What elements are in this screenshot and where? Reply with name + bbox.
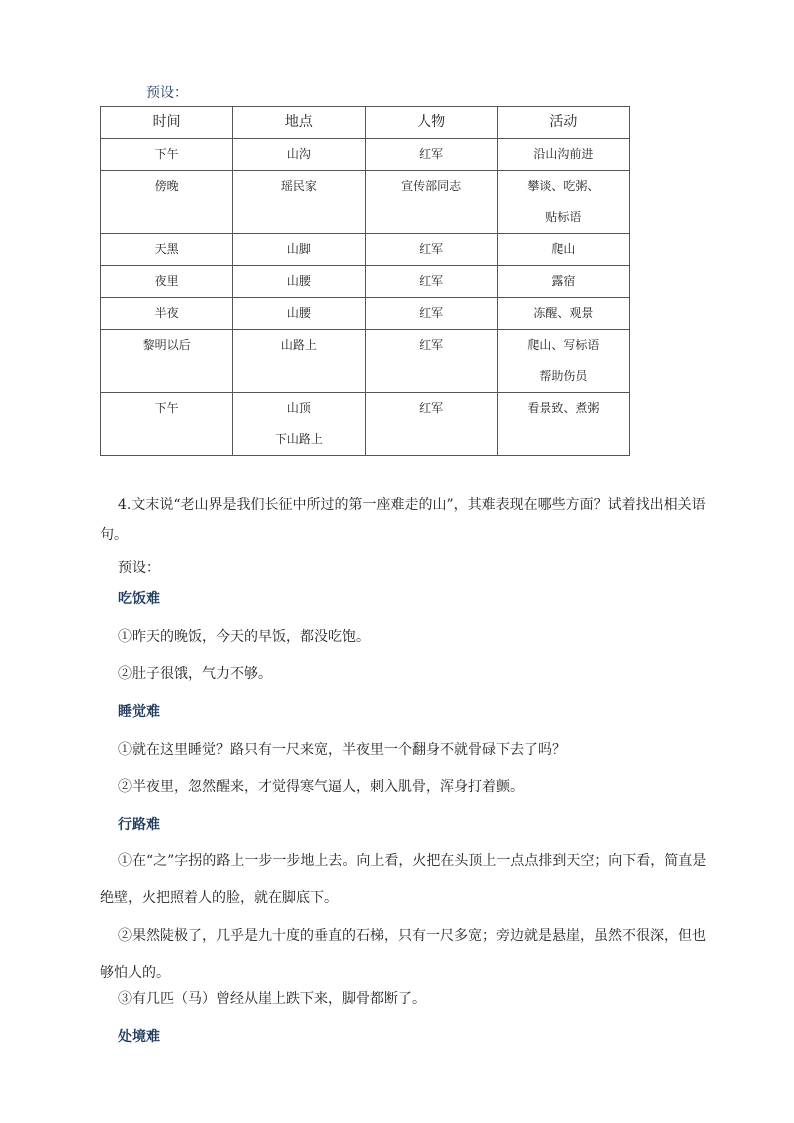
section-heading-sleep: 睡觉难 <box>118 704 160 720</box>
cell-place: 山腰 <box>233 266 365 298</box>
table-row <box>101 139 630 171</box>
cell-time: 傍晚 <box>101 171 233 234</box>
timeline-table <box>100 106 630 456</box>
table-row <box>101 393 630 456</box>
walk-item-1: ①在“之”字拐的路上一步一步地上去。向上看，火把在头顶上一点点排到天空；向下看，简直是绝壁，火把照着人的脸，就在脚底下。 <box>100 853 707 906</box>
preset-label-2: 预设： <box>118 560 160 576</box>
table-row <box>101 266 630 298</box>
cell-activity: 沿山沟前进 <box>497 139 629 171</box>
cell-time: 下午 <box>101 393 233 456</box>
eat-item-1: ①昨天的晚饭，今天的早饭，都没吃饱。 <box>118 629 370 645</box>
cell-person: 红军 <box>365 234 497 266</box>
cell-time: 黎明以后 <box>101 330 233 393</box>
cell-person: 宣传部同志 <box>365 171 497 234</box>
header-person: 人物 <box>365 107 497 139</box>
cell-activity: 冻醒、观景 <box>497 298 629 330</box>
table-row <box>101 171 630 234</box>
cell-person: 红军 <box>365 139 497 171</box>
cell-person: 红军 <box>365 266 497 298</box>
cell-place: 山路上 <box>233 330 365 393</box>
table-row <box>101 330 630 393</box>
cell-place: 山腰 <box>233 298 365 330</box>
cell-activity: 爬山、写标语 帮助伤员 <box>497 330 629 393</box>
header-activity: 活动 <box>497 107 629 139</box>
preset-label: 预设： <box>146 85 188 101</box>
cell-place: 山沟 <box>233 139 365 171</box>
header-time: 时间 <box>101 107 233 139</box>
cell-person: 红军 <box>365 393 497 456</box>
cell-place: 山脚 <box>233 234 365 266</box>
cell-time: 夜里 <box>101 266 233 298</box>
cell-person: 红军 <box>365 330 497 393</box>
sleep-item-2: ②半夜里，忽然醒来，才觉得寒气逼人，刺入肌骨，浑身打着颤。 <box>118 779 524 795</box>
cell-time: 天黑 <box>101 234 233 266</box>
eat-item-2: ②肚子很饿，气力不够。 <box>118 666 272 682</box>
cell-time: 半夜 <box>101 298 233 330</box>
sleep-item-1: ①就在这里睡觉？路只有一尺来宽，半夜里一个翻身不就骨碌下去了吗？ <box>118 742 566 758</box>
table-header-row <box>101 107 630 139</box>
section-heading-eat: 吃饭难 <box>118 591 160 607</box>
table-row <box>101 298 630 330</box>
section-heading-walk: 行路难 <box>118 817 160 833</box>
cell-place: 山顶 下山路上 <box>233 393 365 456</box>
cell-person: 红军 <box>365 298 497 330</box>
walk-item-2: ②果然陡极了，几乎是九十度的垂直的石梯，只有一尺多宽；旁边就是悬崖，虽然不很深，但也够怕人的。 <box>100 928 706 981</box>
cell-activity: 露宿 <box>497 266 629 298</box>
cell-activity: 爬山 <box>497 234 629 266</box>
cell-place: 瑶民家 <box>233 171 365 234</box>
cell-activity: 攀谈、吃粥、 贴标语 <box>497 171 629 234</box>
table-row <box>101 234 630 266</box>
walk-item-3: ③有几匹（马）曾经从崖上跌下来，脚骨都断了。 <box>118 991 426 1007</box>
section-heading-situation: 处境难 <box>118 1029 160 1045</box>
cell-activity: 看景致、煮粥 <box>497 393 629 456</box>
question-4: 4.文末说“老山界是我们长征中所过的第一座难走的山”，其难表现在哪些方面？试着找出相关语句。 <box>100 497 706 543</box>
cell-time: 下午 <box>101 139 233 171</box>
header-place: 地点 <box>233 107 365 139</box>
